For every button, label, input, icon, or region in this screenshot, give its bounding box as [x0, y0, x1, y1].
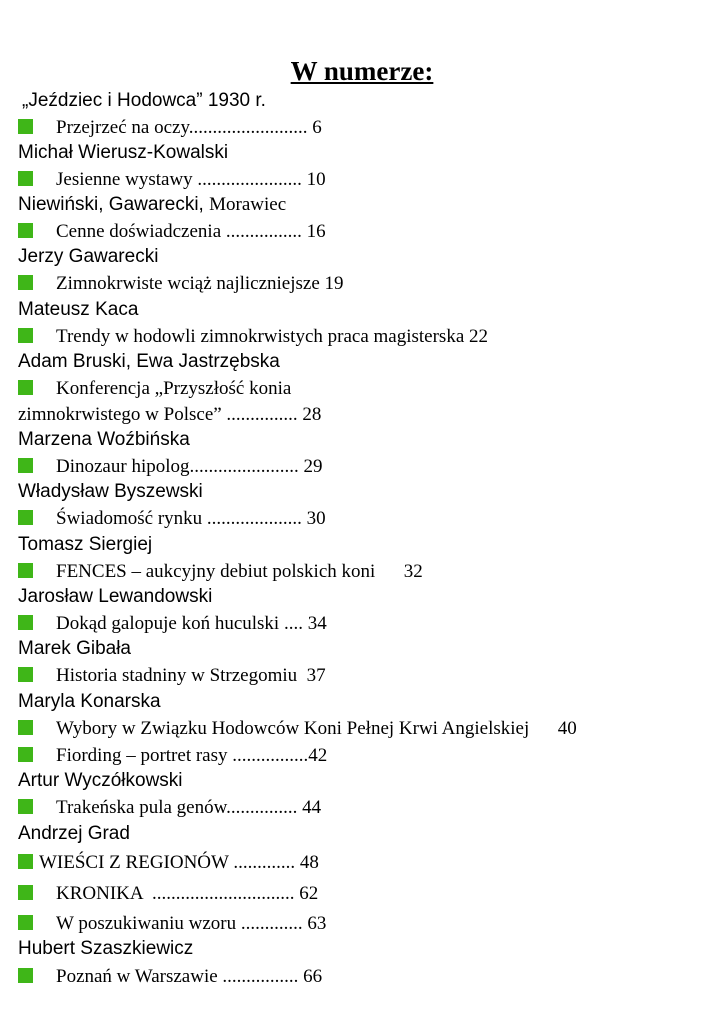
author-name-part: Morawiec [209, 194, 287, 215]
green-square-bullet-icon [18, 667, 33, 682]
author-name: Maryla Konarska [18, 691, 161, 712]
article-title: WIEŚCI Z REGIONÓW ............. 48 [39, 852, 319, 873]
green-square-bullet-icon [18, 119, 33, 134]
author-name: Marzena Woźbińska [18, 429, 190, 450]
article-title: Poznań w Warszawie ................ 66 [56, 966, 323, 987]
green-square-bullet-icon [18, 380, 33, 395]
green-square-bullet-icon [18, 328, 33, 343]
green-square-bullet-icon [18, 510, 33, 525]
author-name: Jarosław Lewandowski [18, 586, 213, 607]
list-item [18, 664, 326, 688]
article-title-continued: zimnokrwistego w Polsce” ............... 28 [18, 404, 322, 425]
green-square-bullet-icon [18, 885, 33, 900]
green-square-bullet-icon [18, 563, 33, 578]
author-name: Jerzy Gawarecki [18, 246, 159, 267]
article-title: W poszukiwaniu wzoru ............. 63 [56, 913, 327, 934]
article-title: Świadomość rynku .................... 30 [56, 508, 326, 529]
green-square-bullet-icon [18, 458, 33, 473]
author-name: Marek Gibała [18, 638, 131, 659]
list-item [18, 560, 423, 584]
list-item [18, 116, 322, 140]
green-square-bullet-icon [18, 747, 33, 762]
list-item [18, 507, 326, 531]
author-name: Mateusz Kaca [18, 299, 139, 320]
author-name: Władysław Byszewski [18, 481, 203, 502]
list-item [18, 796, 322, 820]
green-square-bullet-icon [18, 854, 33, 869]
green-square-bullet-icon [18, 223, 33, 238]
author-name: Adam Bruski, Ewa Jastrzębska [18, 351, 280, 372]
list-item [18, 325, 488, 349]
article-title: FENCES – aukcyjny debiut polskich koni 32 [56, 561, 423, 582]
author-name: Michał Wierusz-Kowalski [18, 142, 229, 163]
green-square-bullet-icon [18, 799, 33, 814]
article-title: Trakeńska pula genów............... 44 [56, 797, 322, 818]
author-name: Artur Wyczółkowski [18, 770, 183, 791]
page-title: W numerze: [290, 56, 434, 86]
list-item [18, 220, 326, 244]
list-item [18, 965, 323, 989]
list-item [18, 168, 326, 192]
article-title: Fiording – portret rasy ................42 [56, 745, 328, 766]
article-title: Cenne doświadczenia ................ 16 [56, 221, 326, 242]
list-item [18, 377, 292, 401]
article-title: Jesienne wystawy ...................... 10 [56, 169, 326, 190]
list-item [18, 455, 323, 479]
list-item [18, 882, 319, 906]
article-title: Konferencja „Przyszłość konia [56, 378, 292, 399]
green-square-bullet-icon [18, 275, 33, 290]
article-title: Przejrzeć na oczy......................... 6 [56, 117, 322, 138]
author-name: Hubert Szaszkiewicz [18, 938, 194, 959]
list-item [18, 851, 319, 875]
author-name: Tomasz Siergiej [18, 534, 153, 555]
article-title: Trendy w hodowli zimnokrwistych praca magisterska 22 [56, 326, 488, 347]
list-item [18, 612, 327, 636]
green-square-bullet-icon [18, 171, 33, 186]
green-square-bullet-icon [18, 915, 33, 930]
article-title: Dokąd galopuje koń huculski .... 34 [56, 613, 327, 634]
article-title: Dinozaur hipolog....................... 29 [56, 456, 323, 477]
author-name-part: Niewiński, Gawarecki, [18, 194, 210, 215]
list-item [18, 744, 328, 768]
green-square-bullet-icon [18, 968, 33, 983]
article-title: Zimnokrwiste wciąż najliczniejsze 19 [56, 273, 344, 294]
article-title: KRONIKA .............................. 62 [56, 883, 319, 904]
author-name [18, 193, 286, 217]
list-item [18, 912, 327, 936]
author-name: Andrzej Grad [18, 823, 130, 844]
magazine-heading: „Jeździec i Hodowca” 1930 r. [22, 90, 266, 111]
green-square-bullet-icon [18, 720, 33, 735]
green-square-bullet-icon [18, 615, 33, 630]
list-item [18, 272, 344, 296]
list-item [18, 717, 577, 741]
article-title: Historia stadniny w Strzegomiu 37 [56, 665, 326, 686]
article-title: Wybory w Związku Hodowców Koni Pełnej Krwi Angielskiej 40 [56, 718, 577, 739]
